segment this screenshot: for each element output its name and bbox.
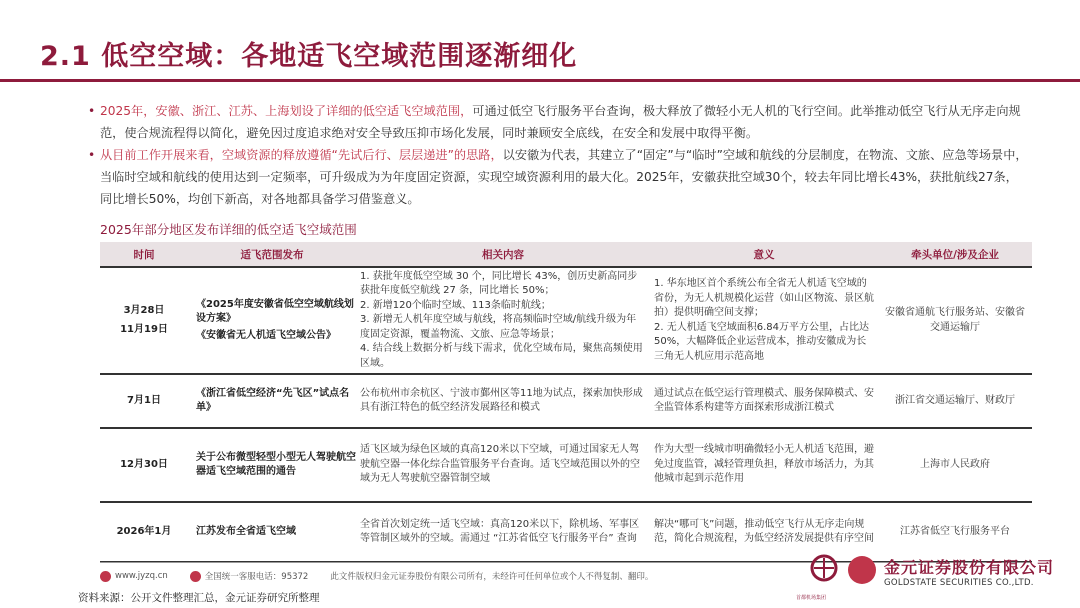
cell-time [100, 300, 188, 341]
bullet-lead: 从目前工作开展来看，空域资源的释放遵循“先试后行、层层递进”的思路， [100, 148, 503, 162]
table-row [100, 503, 1032, 563]
cell-time [100, 390, 188, 413]
release-title: 《2025年度安徽省低空空域航线划设方案》 [196, 298, 354, 325]
cell-time [100, 454, 188, 477]
header-release: 适飞范围发布 [240, 248, 304, 261]
cell-content: 全省首次划定统一适飞空域：真高120米以下，除机场、军事区等管制区域外的空域。需通过 “江苏省低空飞行服务平台” 查询 [360, 518, 640, 544]
time-value: 3月28日 [123, 305, 165, 316]
table-row [100, 268, 1032, 375]
cell-meaning: 解决“哪可飞”问题，推动低空飞行从无序走向规范，简化合规流程，为低空经济发展提供有序空间 [654, 518, 874, 544]
data-source: 资料来源：公开文件整理汇总，金元证券研究所整理 [78, 592, 320, 604]
footer-website[interactable]: www.jyzq.cn [115, 571, 168, 581]
cell-release [188, 385, 356, 418]
globe-icon [100, 571, 111, 582]
header-content: 相关内容 [482, 248, 524, 261]
cell-content: 适飞区域为绿色区域的真高120米以下空域，可通过国家无人驾驶航空器一体化综合监管服务平台查询。适飞空域范围以外的空域为无人驾驶航空器管制空域 [360, 444, 640, 485]
airspace-table [100, 242, 1032, 563]
phone-icon [190, 571, 201, 582]
table-header [100, 242, 1032, 268]
brand-name-cn: 金元证券股份有限公司 [884, 558, 1055, 577]
bullet-lead: 2025年，安徽、浙江、江苏、上海划设了详细的低空适飞空域范围， [100, 104, 473, 118]
bullet-item [88, 144, 1030, 210]
cell-meaning: 作为大型一线城市明确微轻小无人机适飞范围，避免过度监管，减轻管理负担，释放市场活力，为其他城市起到示范作用 [654, 444, 874, 485]
page-title: 2.1 低空空域：各地适飞空域范围逐渐细化 [40, 41, 578, 72]
bullet-text: 可通过低空飞行服务平台查询，极大释放了微轻小无人机的飞行空间。此举推动低空飞行从无序走向规范，使合规流程得以简化，避免因过度追求绝对安全导致压抑市场化发展，同时兼顾安全底线，在安全和发展中取得平衡。 [100, 104, 1021, 140]
cell-org: 上海市人民政府 [920, 458, 990, 470]
cell-release [188, 523, 356, 542]
footer-hotline: 全国统一客服电话：95372 [204, 572, 309, 582]
title-divider [0, 79, 1080, 82]
time-value: 2026年1月 [116, 525, 172, 537]
cell-content: 公布杭州市余杭区、宁波市鄞州区等11地为试点，探索加快形成具有浙江特色的低空经济发展路径和模式 [360, 387, 643, 413]
cell-org: 浙江省交通运输厅、财政厅 [895, 394, 1015, 406]
footer-copyright: 此文件版权归金元证券股份有限公司所有，未经许可任何单位或个人不得复制、翻印。 [330, 572, 654, 582]
bullet-dot-icon: • [88, 104, 96, 118]
bullet-item [88, 100, 1030, 144]
airport-group-logo-icon [805, 554, 843, 598]
time-value: 12月30日 [120, 458, 168, 470]
release-title: 关于公布微型轻型小型无人驾驶航空器适飞空域范围的通告 [196, 451, 356, 477]
header-meaning: 意义 [753, 248, 775, 261]
cell-release [188, 296, 356, 346]
goldstate-logo-icon [848, 556, 876, 584]
header-org: 牵头单位/涉及企业 [911, 248, 999, 261]
bullet-text: 以安徽为代表，其建立了“固定”与“临时”空域和航线的分层制度，在物流、文旅、应急等场景中，当临时空域和航线的使用达到一定频率，可升级成为为年度固定资源，实现空域资源利用的最大化。2025年，安徽获批空域30个，较去年同比增长43%，获批航线27条，同比增长50%，均创下新高，对各地都具备学习借鉴意义。 [100, 148, 1028, 206]
cell-org: 安徽省通航飞行服务站、安徽省交通运输厅 [885, 307, 1025, 333]
cell-meaning: 1. 华东地区首个系统公布全省无人机适飞空域的省份，为无人机规模化运营（如山区物流、景区航拍）提供明确空间支撑； 2. 无人机适飞空域面积6.84万平方公里，占比达50%，大幅降低企业运营成本，推动安徽成为长三角无人机应用示范高地 [654, 278, 874, 362]
cell-time [100, 521, 188, 544]
cell-content: 1. 获批年度低空空域 30 个，同比增长 43%，创历史新高同步获批年度低空航线 27 条，同比增长 50%； 2. 新增120个临时空域、113条临时航线； 3. 新增无人机年度空域与航线，将高频临时空域/航线升级为年度固定资源，覆盖物流、文旅、应急等场景； 4. 结合线上数据分析与线下需求，优化空域布局，聚焦高频使用区域。 [360, 270, 643, 369]
footer [100, 566, 800, 586]
airport-group-logo-text: 首都机场集团 [796, 595, 827, 601]
release-title: 《浙江省低空经济“先飞区”试点名单》 [196, 387, 350, 413]
header-time: 时间 [133, 248, 155, 261]
bullet-dot-icon: • [88, 148, 96, 162]
release-title: 江苏发布全省适飞空域 [196, 525, 296, 537]
table-row [100, 375, 1032, 429]
brand-name-en: GOLDSTATE SECURITIES CO.,LTD. [884, 578, 1034, 588]
time-value: 11月19日 [120, 323, 168, 335]
bullet-list [88, 100, 1030, 210]
cell-org: 江苏省低空飞行服务平台 [900, 525, 1010, 537]
table-caption: 2025年部分地区发布详细的低空适飞空域范围 [100, 222, 357, 237]
cell-release [188, 449, 356, 482]
table-row [100, 429, 1032, 503]
release-title: 《安徽省无人机适飞空域公告》 [196, 329, 336, 341]
time-value: 7月1日 [127, 394, 161, 406]
cell-meaning: 通过试点在低空运行管理模式、服务保障模式、安全监管体系构建等方面探索形成浙江模式 [654, 387, 874, 413]
